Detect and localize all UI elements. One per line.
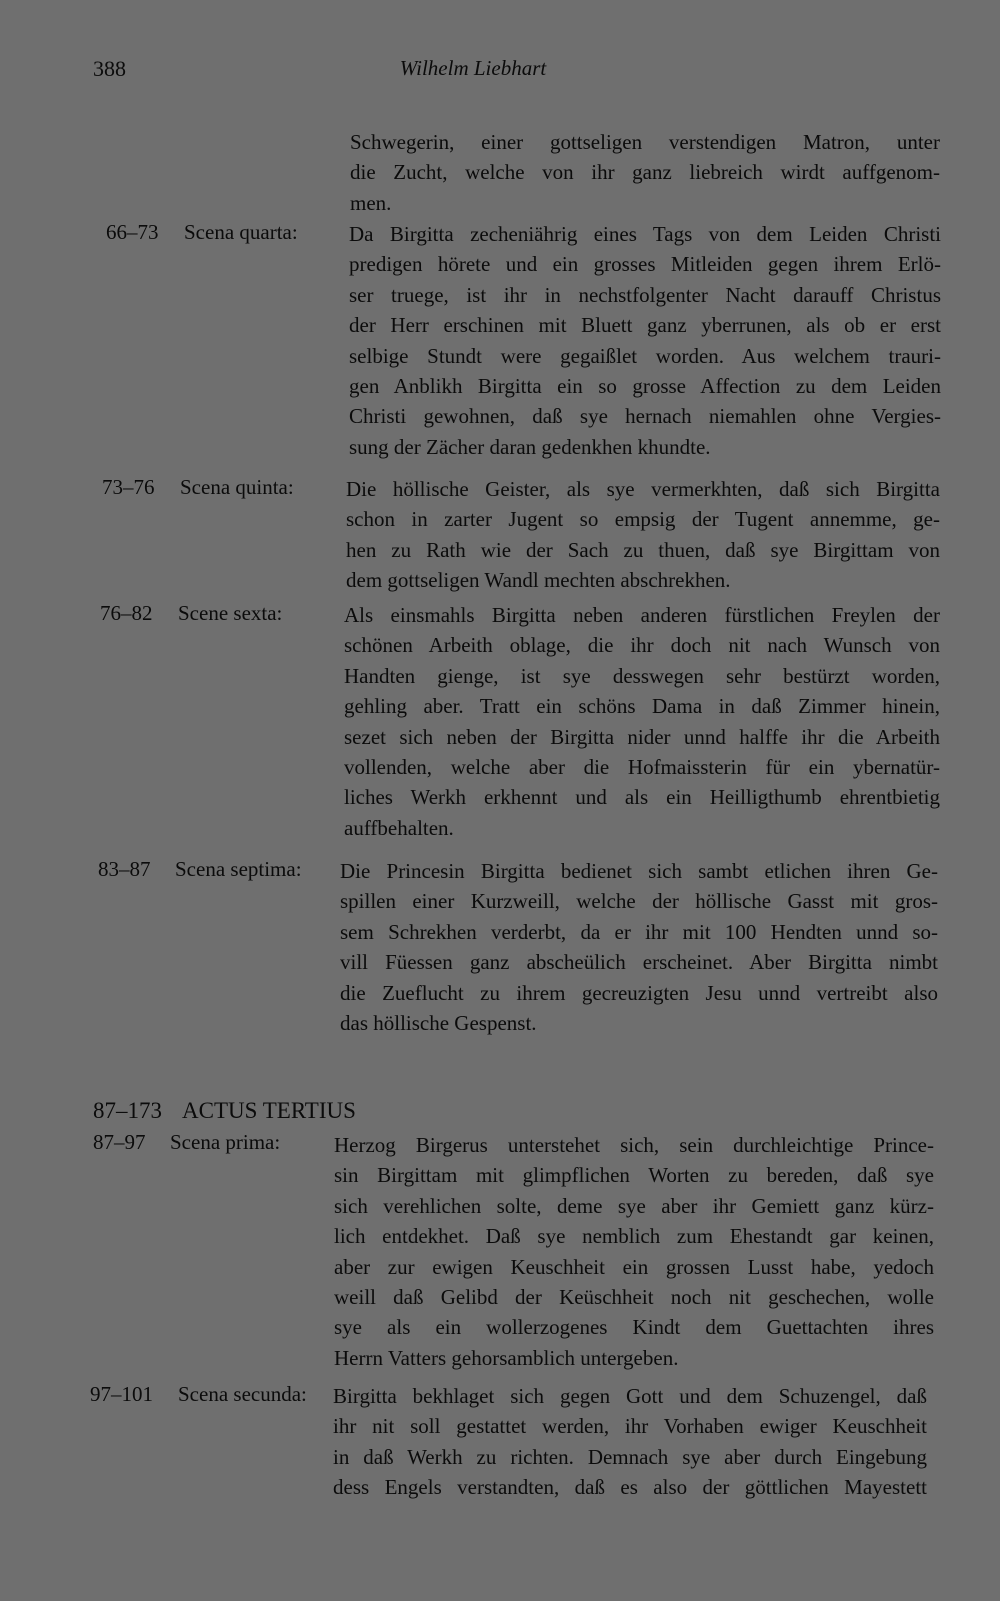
act-title: ACTUS TERTIUS xyxy=(182,1098,356,1123)
scene-label: Scena quinta: xyxy=(180,475,294,499)
text-line: sem Schrekhen verderbt, da er ihr mit 100 Hendten unnd so- xyxy=(340,919,938,944)
text-line: die Zueflucht zu ihrem gecreuzigten Jesu unnd vertreibt also xyxy=(340,980,938,1005)
text-line: Birgitta bekhlaget sich gegen Gott und dem Schuzengel, daß xyxy=(333,1384,927,1408)
text-line: spillen einer Kurzweill, welche der höllische Gasst mit gros- xyxy=(340,889,938,914)
scene-label: Scena prima: xyxy=(170,1130,281,1154)
page-number: 388 xyxy=(93,56,126,81)
line-range: 73–76 xyxy=(102,475,155,499)
text-line: dem gottseligen Wandl mechten abschrekhen. xyxy=(346,568,731,593)
text-line: Handten gienge, ist sye desswegen sehr bestürzt worden, xyxy=(344,663,940,688)
text-line: Christi gewohnen, daß sye hernach niemahlen ohne Vergies- xyxy=(349,404,941,429)
text-line: lich entdekhet. Daß sye nemblich zum Ehestandt gar keinen, xyxy=(334,1224,934,1249)
text-line: Die Princesin Birgitta bedienet sich sambt etlichen ihren Ge- xyxy=(340,859,938,883)
scene-label: Scene sexta: xyxy=(178,601,283,625)
scene-summary xyxy=(346,474,940,596)
text-line: sung der Zächer daran gedenkhen khundte. xyxy=(349,434,711,459)
text-line: Herzog Birgerus unterstehet sich, sein durchleichtige Prince- xyxy=(334,1133,934,1157)
text-line: Herrn Vatters gehorsamblich untergeben. xyxy=(334,1345,679,1370)
text-line: sye als ein wollerzogenes Kindt dem Guettachten ihres xyxy=(334,1315,934,1340)
text-line: die Zucht, welche von ihr ganz liebreich wirdt auffgenom- xyxy=(350,160,940,185)
text-line: predigen hörete und ein grosses Mitleiden gegen ihrem Erlö- xyxy=(349,252,941,277)
text-line: in daß Werkh zu richten. Demnach sye aber durch Eingebung xyxy=(333,1444,927,1469)
text-line: schon in zarter Jugent so empsig der Tugent annemme, ge- xyxy=(346,507,940,532)
text-line: sich verehlichen solte, deme sye aber ihr Gemiett ganz kürz- xyxy=(334,1193,934,1218)
text-line: ihr nit soll gestattet werden, ihr Vorhaben ewiger Keuschheit xyxy=(333,1414,927,1439)
text-line: gehling aber. Tratt ein schöns Dama in daß Zimmer hinein, xyxy=(344,694,940,719)
text-line: Die höllische Geister, als sye vermerkhten, daß sich Birgitta xyxy=(346,477,940,501)
line-range: 66–73 xyxy=(106,220,159,244)
text-line: men. xyxy=(350,190,392,215)
text-line: auffbehalten. xyxy=(344,815,454,840)
text-line: Als einsmahls Birgitta neben anderen fürstlichen Freylen der xyxy=(344,603,940,627)
scene-label: Scena septima: xyxy=(175,857,302,881)
line-range: 83–87 xyxy=(98,857,151,881)
text-line: gen Anblikh Birgitta ein so grosse Affection zu dem Leiden xyxy=(349,373,941,398)
line-range: 76–82 xyxy=(100,601,153,625)
act-range: 87–173 xyxy=(93,1098,162,1123)
text-line: sezet sich neben der Birgitta nider unnd halffe ihr die Arbeith xyxy=(344,724,940,749)
scene-summary xyxy=(344,600,940,843)
scene-summary xyxy=(349,219,941,462)
text-line: dess Engels verstandten, daß es also der göttlichen Mayestett xyxy=(333,1475,927,1500)
text-line: hen zu Rath wie der Sach zu thuen, daß sye Birgittam von xyxy=(346,537,940,562)
text-line: aber zur ewigen Keuschheit ein grossen Lusst habe, yedoch xyxy=(334,1254,934,1279)
text-line: Schwegerin, einer gottseligen verstendigen Matron, unter xyxy=(350,130,940,154)
text-line: sin Birgittam mit glimpflichen Worten zu bereden, daß sye xyxy=(334,1163,934,1188)
text-line: der Herr erschinen mit Bluett ganz yberrunen, als ob er erst xyxy=(349,313,941,338)
running-head: Wilhelm Liebhart xyxy=(399,56,547,80)
text-line: vill Füessen ganz abscheülich erscheinet. Aber Birgitta nimbt xyxy=(340,950,938,975)
continuation-text xyxy=(350,127,940,218)
scene-summary xyxy=(340,856,938,1038)
text-line: schönen Arbeith oblage, die ihr doch nit nach Wunsch von xyxy=(344,633,940,658)
line-range: 87–97 xyxy=(93,1130,146,1154)
text-line: liches Werkh erkhennt und als ein Heilligthumb ehrentbietig xyxy=(344,785,940,810)
text-line: weill daß Gelibd der Keüschheit noch nit geschechen, wolle xyxy=(334,1284,934,1309)
scene-label: Scena quarta: xyxy=(184,220,298,244)
scene-label: Scena secunda: xyxy=(178,1382,307,1406)
page-header xyxy=(93,56,853,88)
text-line: ser truege, ist ihr in nechstfolgenter Nacht darauff Christus xyxy=(349,282,941,307)
text-line: vollenden, welche aber die Hofmaissterin für ein ybernatür- xyxy=(344,754,940,779)
text-line: selbige Stundt were gegaißlet worden. Aus welchem trauri- xyxy=(349,343,941,368)
scene-summary xyxy=(334,1130,934,1373)
line-range: 97–101 xyxy=(90,1382,153,1406)
text-line: Da Birgitta zecheniährig eines Tags von dem Leiden Christi xyxy=(349,222,941,246)
text-line: das höllische Gespenst. xyxy=(340,1010,537,1035)
scene-summary xyxy=(333,1381,927,1503)
